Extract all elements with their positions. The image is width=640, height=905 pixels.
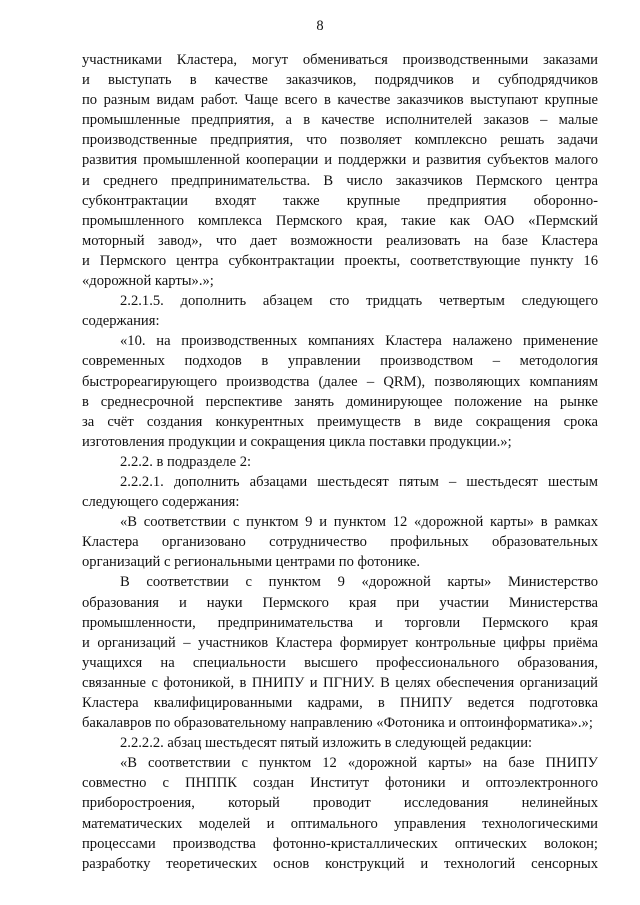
- text-line: разработку теоретических основ конструкций и технологий сенсорных: [82, 855, 598, 872]
- text-line: и Пермского центра субконтрактации проекты, соответствующие пункту 16: [82, 252, 598, 269]
- body-text: [82, 50, 598, 874]
- text-line: 2.2.1.5. дополнить абзацем сто тридцать четвертым следующего: [120, 293, 598, 310]
- text-line: в среднесрочной перспективе занять доминирующее положение на рынке: [82, 393, 598, 410]
- text-line: за счёт создания конкурентных преимуществ в виде сокращения срока: [82, 413, 598, 430]
- text-line: совместно с ПНППК создан Институт фотоники и оптоэлектронного: [82, 775, 598, 792]
- text-line: Кластера квалифицированными кадрами, в ПНИПУ ведется подготовка: [82, 695, 598, 711]
- text-line: и среднего предпринимательства. В число заказчиков Пермского центра: [82, 172, 598, 189]
- text-line: производственные предприятия, что позволяет комплексно решать задачи: [82, 132, 598, 149]
- text-line: приборостроения, который проводит исследования нелинейных: [82, 795, 598, 812]
- text-line: и организаций – участников Кластера формирует контрольные цифры приёма: [82, 634, 598, 651]
- text-line: процессами производства фотонно-кристаллических оптических волокон;: [82, 835, 598, 852]
- text-line: образования и науки Пермского края при участии Министерства: [82, 594, 598, 611]
- text-line: «В соответствии с пунктом 12 «дорожной карты» на базе ПНИПУ: [120, 755, 598, 772]
- text-line: промышленные предприятия, а в качестве исполнителей заказов – малые: [82, 112, 598, 129]
- text-line: быстрореагирующего производства (далее – QRM), позволяющих компаниям: [82, 373, 598, 390]
- text-line: и выступать в качестве заказчиков, подрядчиков и субподрядчиков: [82, 72, 598, 89]
- text-line: 2.2.2.1. дополнить абзацами шестьдесят пятым – шестьдесят шестым: [120, 473, 598, 490]
- text-line: «дорожной карты».»;: [82, 273, 214, 290]
- text-line: организаций с региональными центрами по фотонике.: [82, 554, 421, 571]
- text-line: участниками Кластера, могут обмениваться производственными заказами: [82, 52, 598, 68]
- text-line: 2.2.2. в подразделе 2:: [120, 453, 252, 470]
- text-line: 2.2.2.2. абзац шестьдесят пятый изложить в следующей редакции:: [120, 735, 533, 752]
- text-line: промышленности, предпринимательства и торговли Пермского края: [82, 614, 598, 631]
- text-line: развития промышленной кооперации и поддержки и развития субъектов малого: [82, 152, 598, 169]
- text-line: современных подходов в управлении производством – методология: [82, 353, 598, 370]
- text-line: «10. на производственных компаниях Кластера налажено применение: [120, 333, 598, 350]
- text-line: Кластера организовано сотрудничество профильных образовательных: [82, 534, 598, 551]
- text-line: бакалавров по образовательному направлению «Фотоника и оптоинформатика».»;: [82, 715, 593, 732]
- text-line: математических моделей и оптимального управления технологическими: [82, 815, 598, 832]
- page-number: 8: [316, 18, 324, 34]
- text-line: содержания:: [82, 313, 160, 330]
- text-line: изготовления продукции и сокращения цикла поставки продукции.»;: [82, 433, 512, 450]
- text-line: связанные с фотоникой, в ПНИПУ и ПГНИУ. В целях обеспечения организаций: [82, 674, 598, 691]
- text-line: В соответствии с пунктом 9 «дорожной карты» Министерство: [120, 574, 598, 591]
- text-line: следующего содержания:: [82, 494, 240, 511]
- text-line: промышленного комплекса Пермского края, такие как ОАО «Пермский: [82, 212, 598, 229]
- text-line: учащихся на специальности высшего профессионального образования,: [82, 654, 598, 671]
- text-line: субконтрактации входят также крупные предприятия оборонно-: [82, 192, 598, 209]
- text-line: «В соответствии с пунктом 9 и пунктом 12 «дорожной карты» в рамках: [120, 514, 598, 531]
- text-line: моторный завод», что дает возможности реализовать на базе Кластера: [82, 232, 598, 249]
- text-line: по разным видам работ. Чаще всего в качестве заказчиков выступают крупные: [82, 92, 598, 109]
